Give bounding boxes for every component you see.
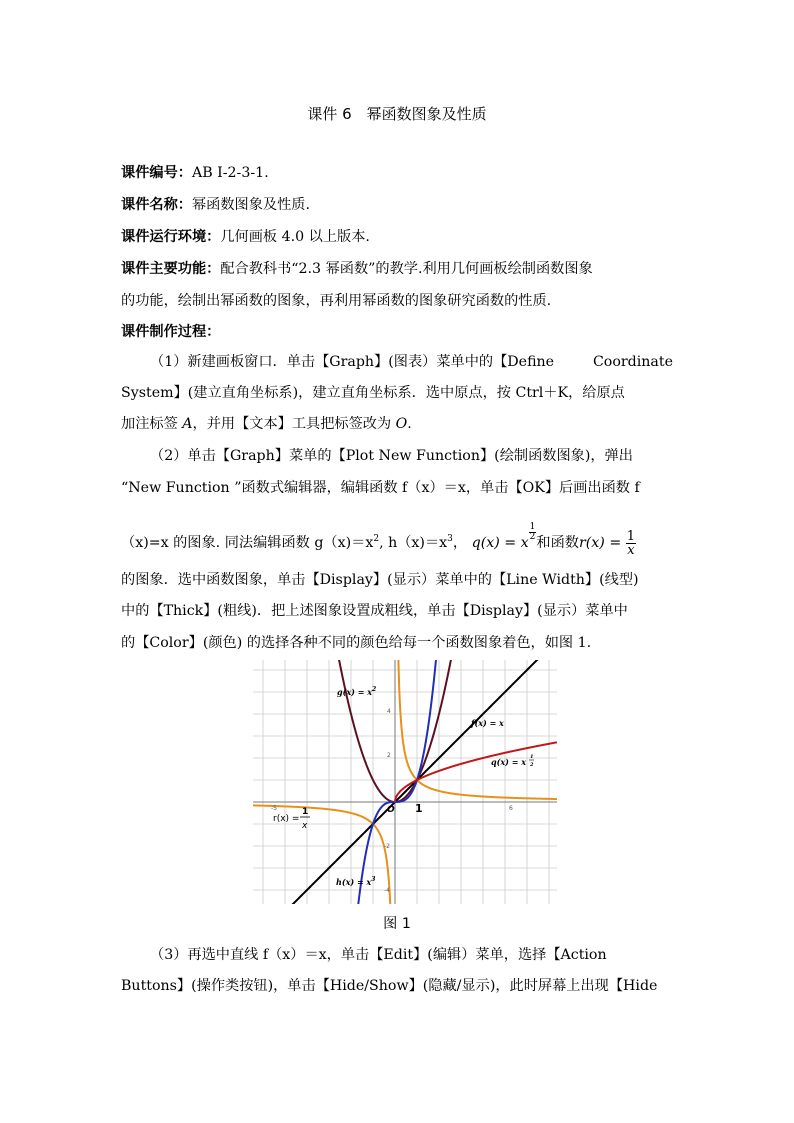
step2-line6: 的【Color】(颜色) 的选择各种不同的颜色给每一个函数图象着色，如图 1.	[121, 635, 592, 651]
tick-y-neg2: -2	[384, 843, 390, 850]
tick-y-pos4: 4	[387, 708, 391, 715]
step2-line3: （x)=x 的图象. 同法编辑函数 $g(x)=x^2$, $h(x)=x^3$， q(x) = x $^{\frac{1}{2}}$ 和函数r(x) = $\frac{1}{x}$	[121, 522, 636, 558]
info-id: 课件编号：AB Ⅰ-2-3-1.	[121, 165, 269, 181]
figure-caption: 图 1	[383, 916, 411, 932]
unit-label: 1	[415, 802, 423, 815]
graph-grid	[253, 660, 557, 904]
label-q: q(x) = x	[491, 757, 526, 767]
label-h: $h(x) = x^3$	[336, 876, 376, 887]
tick-x-pos6: 6	[509, 805, 513, 812]
label-r-num: 1	[302, 807, 309, 817]
function-graph-figure	[253, 660, 557, 904]
step2-line4: 的图象．选中函数图象，单击【Display】(显示）菜单中的【Line Width】(线型)	[121, 572, 639, 588]
info-name: 课件名称：幂函数图象及性质.	[121, 197, 310, 213]
step1-line1: （1）新建画板窗口．单击【Graph】(图表）菜单中的【Define Coordinate	[150, 354, 673, 370]
label-g: $g(x) = x^2$	[337, 686, 377, 697]
step3-line1: （3）再选中直线 f（x）＝x，单击【Edit】(编辑）菜单，选择【Action	[150, 947, 607, 963]
label-r-den: x	[302, 821, 308, 831]
info-function-cont: 的功能，绘制出幂函数的图象，再利用幂函数的图象研究函数的性质.	[121, 293, 552, 309]
step3-line2: Buttons】(操作类按钮)，单击【Hide/Show】(隐藏/显示)，此时屏幕上出现【Hide	[121, 978, 658, 994]
page-title: 课件 6 幂函数图象及性质	[307, 105, 487, 123]
process-label: 课件制作过程：	[121, 324, 221, 340]
origin-label: O	[387, 805, 395, 815]
label-q-exp-num: 1	[530, 754, 534, 760]
step1-line3: 加注标签 A，并用【文本】工具把标签改为 O.	[121, 416, 412, 432]
tick-y-neg4: -4	[384, 887, 390, 894]
label-r: r(x) =	[273, 814, 300, 824]
tick-y-pos2: 2	[387, 752, 391, 759]
step2-line1: （2）单击【Graph】菜单的【Plot New Function】(绘制函数图象)，弹出	[150, 448, 633, 464]
step1-line2: System】(建立直角坐标系)，建立直角坐标系．选中原点，按 Ctrl＋K，给原点	[121, 385, 625, 401]
tick-x-neg5: -5	[271, 805, 277, 812]
step2-line5: 中的【Thick】(粗线)．把上述图象设置成粗线，单击【Display】(显示）菜单中	[121, 603, 628, 619]
step2-line2: “New Function ”函数式编辑器，编辑函数 f（x）＝x，单击【OK】后画出函数 f	[121, 480, 640, 496]
function-curves	[253, 660, 557, 904]
info-env: 课件运行环境：几何画板 4.0 以上版本.	[121, 229, 370, 245]
label-q-exp-den: 2	[530, 762, 534, 768]
curve-f	[253, 660, 557, 904]
info-function: 课件主要功能：配合教科书“2.3 幂函数”的教学.利用几何画板绘制函数图象	[121, 261, 593, 277]
label-f: f(x) = x	[471, 718, 504, 728]
